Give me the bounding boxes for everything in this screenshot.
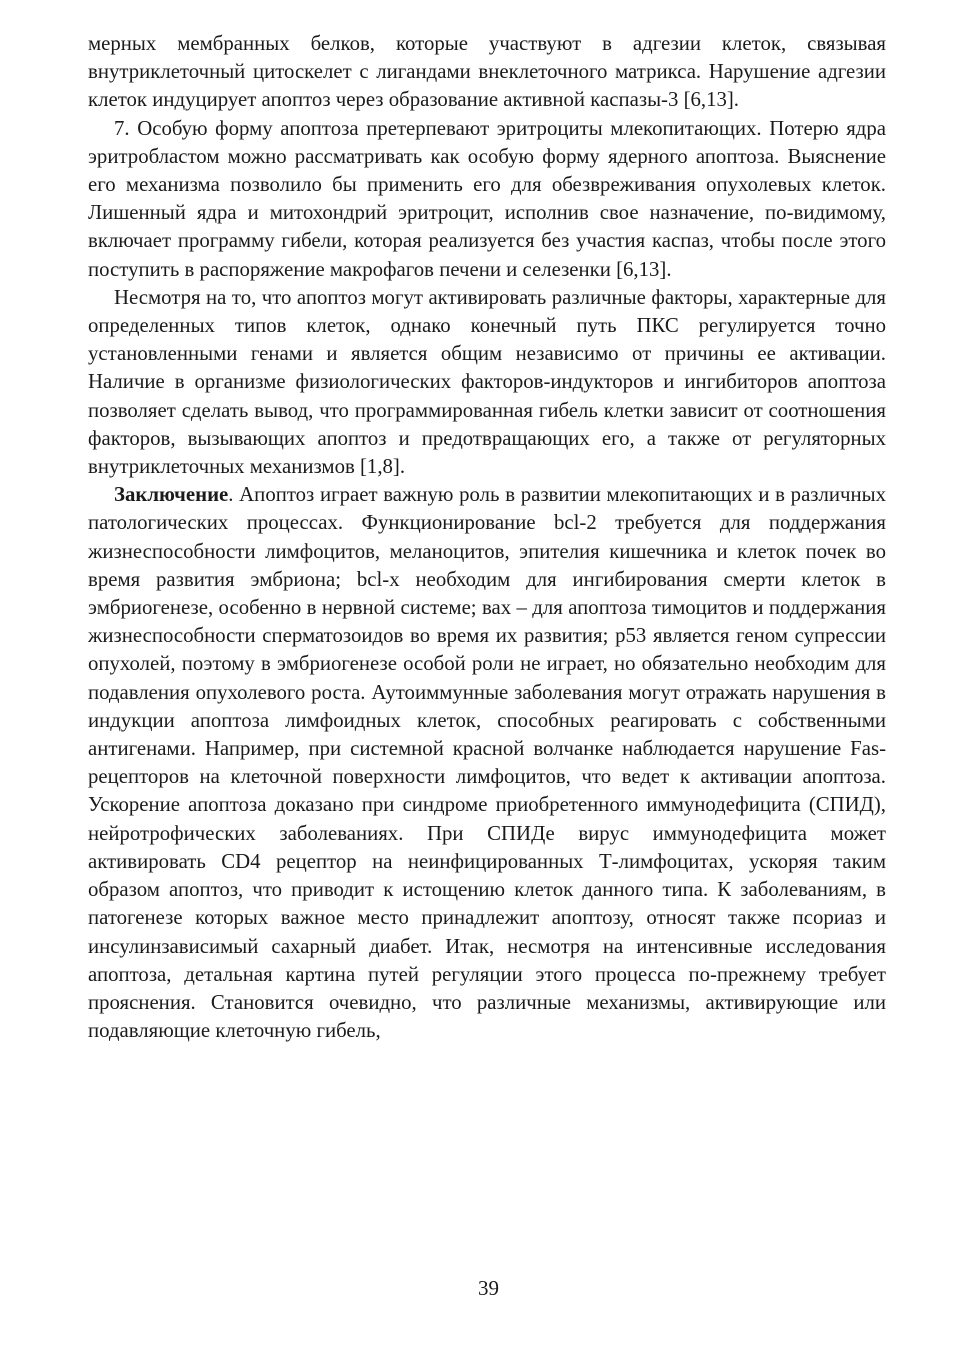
conclusion-heading: Заключение [114,483,229,507]
paragraph-2: 7. Особую форму апоптоза претерпевают эритроциты млекопитающих. Потерю ядра эритробластом можно рассматривать как особую форму ядерного апоптоза. Выяснение его механизма позволило бы применить его для обезвреживания опухолевых клеток. Лишенный ядра и митохондрий эритроцит, исполнив свое назначение, по-видимому, включает программу гибели, которая реализуется без участия каспаз, чтобы после этого поступить в распоряжение макрофагов печени и селезенки [6,13]. [88,116,886,281]
conclusion-text: . Апоптоз играет важную роль в развитии млекопитающих и в различных патологических процессах. Функционирование bcl-2 требуется для поддержания жизнеспособности лимфоцитов, меланоцитов, эпителия кишечника и клеток почек во время развития эмбриона; bcl-x необходим для ингибирования смерти клеток в эмбриогенезе, особенно в нервной системе; вах – для апоптоза тимоцитов и поддержания жизнеспособности сперматозоидов во время их развития; p53 является геном супрессии опухолей, поэтому в эмбриогенезе особой роли не играет, но обязательно необходим для подавления опухолевого роста. Аутоиммунные заболевания могут отражать нарушения в индукции апоптоза лимфоидных клеток, способных реагировать с собственными антигенами. Например, при системной красной волчанке наблюдается нарушение Fas-рецепторов на клеточной поверхности лимфоцитов, что ведет к активации апоптоза. Ускорение апоптоза доказано при синдроме приобретенного иммунодефицита (СПИД), нейротрофических заболеваниях. При СПИДе вирус иммунодефицита может активировать CD4 рецептор на неинфицированных Т-лимфоцитах, ускоряя таким образом апоптоз, что приводит к истощению клеток данного типа. К заболеваниям, в патогенезе которых важное место принадлежит апоптозу, относят также псориаз и инсулинзависимый сахарный диабет. Итак, несмотря на интенсивные исследования апоптоза, детальная картина путей регуляции этого процесса по-прежнему требует прояснения. Становится очевидно, что различные механизмы, активирующие или подавляющие клеточную гибель, [88,483,886,1043]
page-number: 39 [478,1276,499,1300]
paragraph-4 [88,481,886,1045]
paragraph-3: Несмотря на то, что апоптоз могут активировать различные факторы, характерные для определенных типов клеток, однако конечный путь ПКС регулируется точно установленными генами и является общим независимо от причины ее активации. Наличие в организме физиологических факторов-индукторов и ингибиторов апоптоза позволяет сделать вывод, что программированная гибель клетки зависит от соотношения факторов, вызывающих апоптоз и предотвращающих его, а также от регуляторных внутриклеточных механизмов [1,8]. [88,285,886,479]
paragraph-1: мерных мембранных белков, которые участвуют в адгезии клеток, связывая внутриклеточный цитоскелет с лигандами внеклеточного матрикса. Нарушение адгезии клеток индуцирует апоптоз через образование активной каспазы-3 [6,13]. [88,32,886,112]
page-body [88,30,886,1045]
